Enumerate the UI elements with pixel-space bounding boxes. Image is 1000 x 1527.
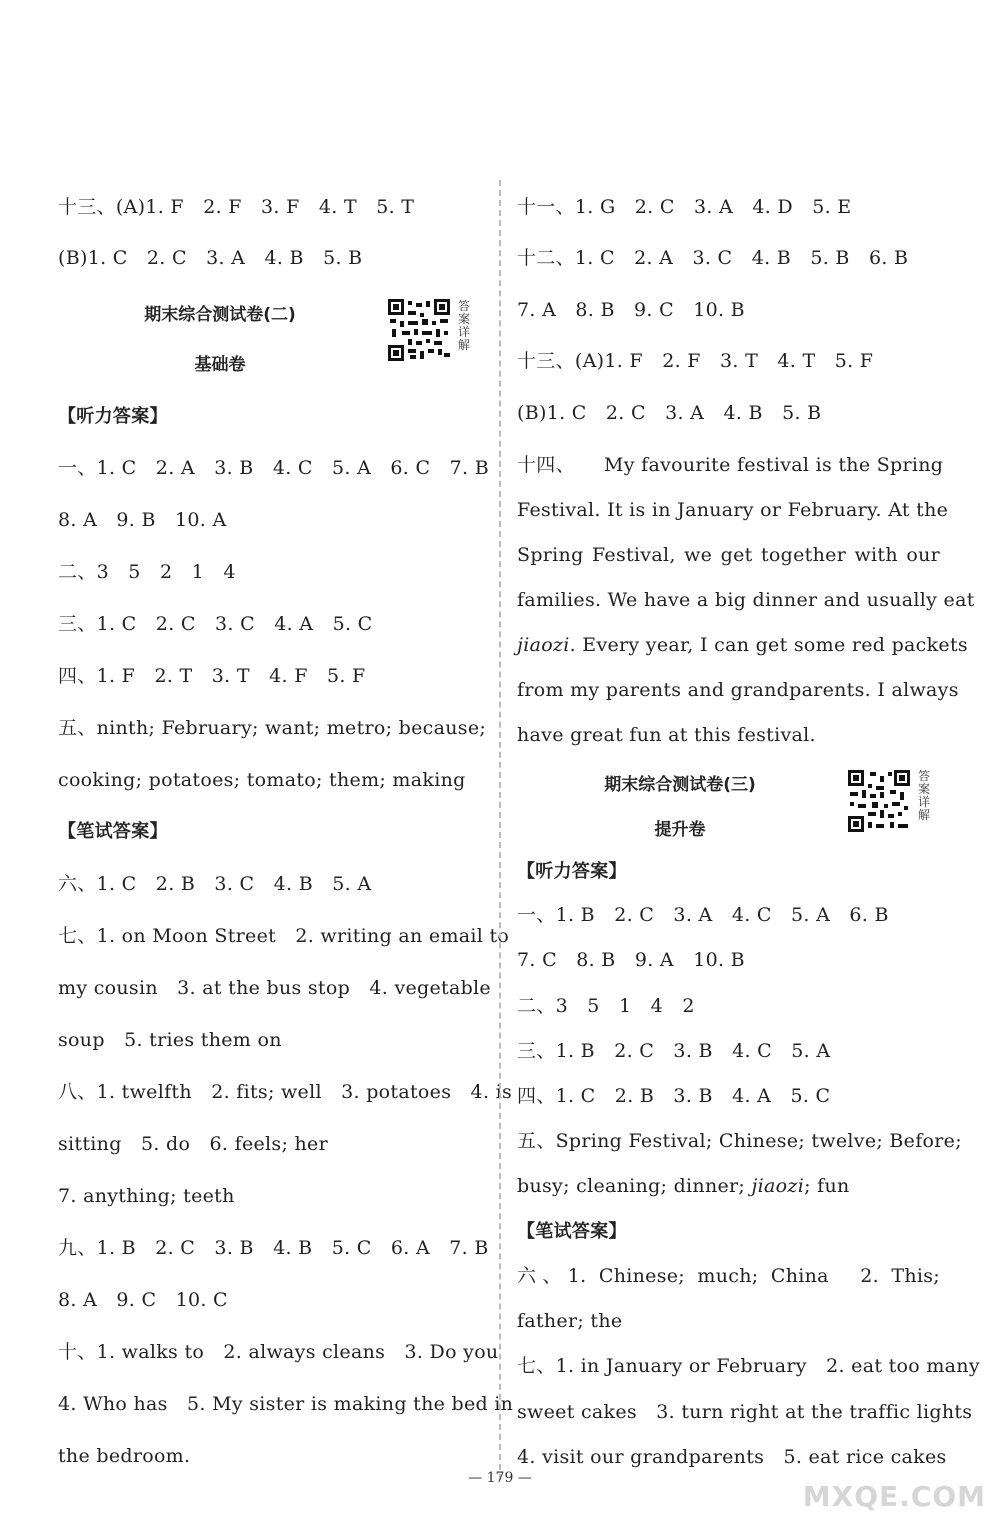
left-line: 九、1. B 2. C 3. B 4. B 5. C 6. A 7. B <box>58 1237 489 1259</box>
left-line: 8. A 9. B 10. A <box>58 509 227 531</box>
right-line: (B)1. C 2. C 3. A 4. B 5. B <box>517 402 822 424</box>
right-line: busy; cleaning; dinner; jiaozi; fun <box>517 1175 850 1197</box>
right-line: jiaozi. Every year, I can get some red packets <box>517 634 968 656</box>
qr-label: 答案详解 <box>918 769 931 822</box>
right-line: 三、1. B 2. C 3. B 4. C 5. A <box>517 1040 831 1062</box>
left-line: 十、1. walks to 2. always cleans 3. Do you <box>58 1341 499 1363</box>
column-divider <box>499 180 501 1480</box>
left-line: 8. A 9. C 10. C <box>58 1289 228 1311</box>
left-line: 4. Who has 5. My sister is making the bed in <box>58 1393 514 1415</box>
left-line: the bedroom. <box>58 1445 191 1467</box>
qr-code-icon[interactable] <box>848 770 910 832</box>
right-line: 十三、(A)1. F 2. F 3. T 4. T 5. F <box>517 350 874 372</box>
left-line: 八、1. twelfth 2. fits; well 3. potatoes 4. is <box>58 1081 513 1103</box>
left-line: 四、1. F 2. T 3. T 4. F 5. F <box>58 665 366 687</box>
left-line: 三、1. C 2. C 3. C 4. A 5. C <box>58 613 373 635</box>
qr-label: 答案详解 <box>458 299 471 352</box>
left-line: 六、1. C 2. B 3. C 4. B 5. A <box>58 873 372 895</box>
right-line: families. We have a big dinner and usually eat <box>517 589 975 611</box>
left-line: 7. anything; teeth <box>58 1185 235 1207</box>
page-number: — 179 — <box>468 1470 532 1486</box>
left-line: 【笔试答案】 <box>58 821 168 842</box>
right-line: 四、1. C 2. B 3. B 4. A 5. C <box>517 1085 831 1107</box>
left-line: 一、1. C 2. A 3. B 4. C 5. A 6. C 7. B <box>58 457 489 479</box>
left-line: 十三、(A)1. F 2. F 3. F 4. T 5. T <box>58 196 415 218</box>
watermark: MXQE.COM <box>802 1480 986 1513</box>
right-line: 7. C 8. B 9. A 10. B <box>517 949 745 971</box>
right-line: 【听力答案】 <box>517 861 627 882</box>
left-line: 二、3 5 2 1 4 <box>58 561 236 583</box>
right-line: have great fun at this festival. <box>517 724 816 746</box>
right-line: 7. A 8. B 9. C 10. B <box>517 299 745 321</box>
test-title-3: 期末综合测试卷(三) <box>604 775 756 795</box>
left-line: sitting 5. do 6. feels; her <box>58 1133 328 1155</box>
right-line: 十二、1. C 2. A 3. C 4. B 5. B 6. B <box>517 247 909 269</box>
test-title-2: 期末综合测试卷(二) <box>144 305 296 325</box>
right-line: 二、3 5 1 4 2 <box>517 995 695 1017</box>
right-line: 十四、 My favourite festival is the Spring <box>517 454 944 476</box>
left-line: 七、1. on Moon Street 2. writing an email to <box>58 925 510 947</box>
right-line: 六、1. Chinese; much; China 2. This; <box>517 1265 940 1287</box>
right-line: 十一、1. G 2. C 3. A 4. D 5. E <box>517 196 852 218</box>
right-line: Spring Festival, we get together with our <box>517 544 940 566</box>
test-subtitle-advanced: 提升卷 <box>654 820 706 840</box>
right-line: father; the <box>517 1310 623 1332</box>
test-subtitle-basic: 基础卷 <box>194 355 246 375</box>
right-line: 七、1. in January or February 2. eat too many <box>517 1355 980 1377</box>
left-line: my cousin 3. at the bus stop 4. vegetable <box>58 977 491 999</box>
left-line: cooking; potatoes; tomato; them; making <box>58 769 466 791</box>
right-line: from my parents and grandparents. I always <box>517 679 959 701</box>
left-line: 五、ninth; February; want; metro; because; <box>58 717 487 739</box>
right-line: Festival. It is in January or February. At the <box>517 499 949 521</box>
right-line: 一、1. B 2. C 3. A 4. C 5. A 6. B <box>517 904 889 926</box>
left-line: soup 5. tries them on <box>58 1029 282 1051</box>
qr-code-icon[interactable] <box>388 299 450 361</box>
left-line: 【听力答案】 <box>58 406 168 427</box>
right-line: sweet cakes 3. turn right at the traffic lights <box>517 1401 973 1423</box>
left-line: (B)1. C 2. C 3. A 4. B 5. B <box>58 247 363 269</box>
right-line: 五、Spring Festival; Chinese; twelve; Before; <box>517 1130 962 1152</box>
right-line: 【笔试答案】 <box>517 1221 627 1242</box>
right-line: 4. visit our grandparents 5. eat rice cakes <box>517 1446 947 1468</box>
